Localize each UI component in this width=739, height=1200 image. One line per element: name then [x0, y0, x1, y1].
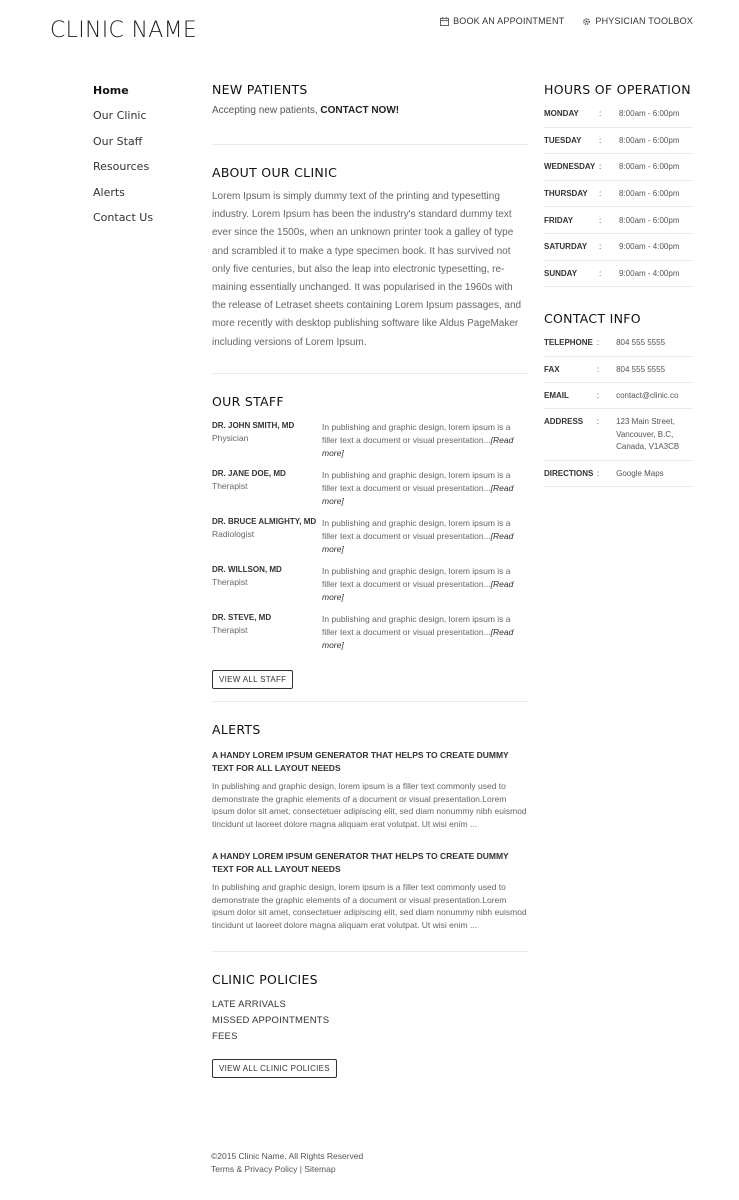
separator: :	[599, 242, 602, 252]
hours-time: 8:00am - 6:00pm	[619, 162, 680, 172]
hours-day: WEDNESDAY	[544, 162, 596, 172]
contact-row	[544, 461, 693, 487]
staff-desc: In publishing and graphic design, lorem ipsum is a filler text a document or visual presentation...	[322, 566, 511, 589]
sidebar-item-our-staff[interactable]: Our Staff	[93, 134, 143, 148]
hours-table	[544, 101, 693, 287]
new-patients-text	[212, 105, 528, 116]
separator: :	[596, 390, 600, 400]
contact-key: ADDRESS	[544, 417, 584, 427]
footer-links	[211, 1163, 363, 1176]
policies-section	[212, 952, 528, 1078]
contact-title: CONTACT INFO	[544, 311, 641, 327]
hours-row	[544, 128, 693, 155]
staff-role: Radiologist	[212, 529, 255, 539]
hours-day: MONDAY	[544, 109, 579, 119]
hours-time: 8:00am - 6:00pm	[619, 215, 680, 225]
footer-divider: |	[297, 1163, 305, 1174]
sidebar-item-resources[interactable]: Resources	[93, 160, 150, 174]
book-appointment-label: BOOK AN APPOINTMENT	[453, 16, 565, 26]
read-more-link[interactable]: [Read more]	[322, 531, 514, 554]
new-patients-title: NEW PATIENTS	[212, 82, 308, 97]
hours-time: 9:00am - 4:00pm	[619, 268, 680, 278]
staff-title: OUR STAFF	[212, 394, 284, 409]
hours-day: FRIDAY	[544, 215, 574, 225]
staff-role: Therapist	[212, 625, 248, 635]
alert-body: In publishing and graphic design, lorem ipsum is a filler text commonly used to demonstrate the graphic elements of a document or visual presentation.Lorem ipsum dolor sit amet, consectetuer adipiscing elit, sed diam nonummy nibh euismod tincidunt ut laoreet dolore magna aliquam erat volutpat. Ut wisi enim ...	[212, 882, 527, 930]
hours-row	[544, 181, 693, 208]
new-patients-intro: Accepting new patients,	[212, 105, 321, 116]
contact-row	[544, 409, 693, 460]
hours-day: SATURDAY	[544, 242, 588, 252]
separator: :	[599, 135, 602, 145]
physician-toolbox-label: PHYSICIAN TOOLBOX	[595, 16, 693, 26]
contact-key: DIRECTIONS	[544, 468, 594, 478]
separator: :	[599, 189, 602, 199]
separator: :	[599, 162, 602, 172]
google-maps-link[interactable]: Google Maps	[616, 468, 664, 478]
staff-name: DR. JANE DOE, MD	[212, 469, 286, 478]
top-nav	[440, 16, 693, 26]
staff-role: Therapist	[212, 481, 248, 491]
staff-desc: In publishing and graphic design, lorem ipsum is a filler text a document or visual presentation...	[322, 470, 511, 493]
about-body: Lorem Ipsum is simply dummy text of the printing and typesetting industry. Lorem Ipsum has been the industry's standard dummy text ever since the 1500s, when an unknown printer took a galley of type and scrambled it to make a type specimen book. It has survived not only five centuries, but also the leap into electronic typesetting, re-maining essentially unchanged. It was popularised in the 1960s with the release of Letraset sheets containing Lorem Ipsum passages, and more recently with desktop publishing software like Aldus PageMaker including versions of Lorem Ipsum.	[212, 191, 522, 348]
staff-name: DR. JOHN SMITH, MD	[212, 421, 295, 430]
staff-row	[212, 565, 528, 613]
hours-time: 8:00am - 6:00pm	[619, 135, 680, 145]
alerts-title: ALERTS	[212, 722, 261, 737]
staff-role: Physician	[212, 433, 249, 443]
email-link[interactable]: contact@clinic.co	[616, 390, 679, 400]
sidebar-item-contact-us[interactable]: Contact Us	[93, 210, 154, 224]
staff-row	[212, 469, 528, 517]
hours-time: 9:00am - 4:00pm	[619, 242, 680, 252]
staff-row	[212, 421, 528, 469]
view-all-staff-button[interactable]: VIEW ALL STAFF	[212, 670, 293, 689]
right-column	[544, 82, 693, 487]
separator: :	[596, 338, 600, 348]
fax-value: 804 555 5555	[616, 364, 666, 374]
footer	[211, 1150, 363, 1175]
sitemap-link[interactable]: Sitemap	[304, 1163, 336, 1174]
hours-row	[544, 234, 693, 261]
main-content	[212, 82, 528, 1078]
staff-name: DR. STEVE, MD	[212, 613, 272, 622]
separator: :	[596, 364, 600, 374]
hours-row	[544, 261, 693, 288]
alerts-section	[212, 702, 528, 952]
sidebar-item-our-clinic[interactable]: Our Clinic	[93, 109, 147, 123]
read-more-link[interactable]: [Read more]	[322, 627, 514, 650]
terms-privacy-link[interactable]: Terms & Privacy Policy	[211, 1163, 298, 1174]
separator: :	[599, 109, 602, 119]
about-section	[212, 145, 528, 374]
hours-time: 8:00am - 6:00pm	[619, 189, 680, 199]
read-more-link[interactable]: [Read more]	[322, 435, 514, 458]
alert-title[interactable]: A HANDY LOREM IPSUM GENERATOR THAT HELPS TO CREATE DUMMY TEXT FOR ALL LAYOUT NEEDS	[212, 750, 509, 773]
policy-fees[interactable]: FEES	[212, 1031, 238, 1042]
copyright: ©2015 Clinic Name. All Rights Reserved	[211, 1151, 364, 1161]
read-more-link[interactable]: [Read more]	[322, 579, 514, 602]
hours-day: TUESDAY	[544, 135, 582, 145]
separator: :	[599, 268, 602, 278]
contact-row	[544, 383, 693, 409]
contact-row	[544, 330, 693, 356]
staff-desc: In publishing and graphic design, lorem ipsum is a filler text a document or visual presentation...	[322, 422, 511, 445]
staff-name: DR. BRUCE ALMIGHTY, MD	[212, 517, 317, 526]
about-title: ABOUT OUR CLINIC	[212, 165, 338, 180]
sidebar-item-alerts[interactable]: Alerts	[93, 185, 125, 199]
hours-row	[544, 154, 693, 181]
separator: :	[596, 468, 600, 478]
staff-desc: In publishing and graphic design, lorem ipsum is a filler text a document or visual presentation...	[322, 614, 511, 637]
contact-key: EMAIL	[544, 390, 569, 400]
staff-role: Therapist	[212, 577, 248, 587]
hours-time: 8:00am - 6:00pm	[619, 109, 680, 119]
alert-item	[212, 850, 528, 931]
contact-row	[544, 357, 693, 383]
sidebar-item-home[interactable]: Home	[93, 84, 129, 97]
separator: :	[599, 215, 602, 225]
separator: :	[596, 417, 600, 427]
policy-missed-appointments[interactable]: MISSED APPOINTMENTS	[212, 1015, 330, 1026]
telephone-value[interactable]: 804 555 5555	[616, 338, 666, 348]
book-appointment-link[interactable]	[440, 16, 564, 26]
physician-toolbox-link[interactable]	[582, 16, 693, 26]
view-all-policies-button[interactable]: VIEW ALL CLINIC POLICIES	[212, 1059, 337, 1078]
hours-title: HOURS OF OPERATION	[544, 82, 691, 97]
staff-name: DR. WILLSON, MD	[212, 565, 282, 574]
alert-item	[212, 749, 528, 830]
gear-icon	[582, 17, 591, 26]
calendar-icon	[440, 17, 449, 26]
read-more-link[interactable]: [Read more]	[322, 483, 514, 506]
contact-key: TELEPHONE	[544, 338, 593, 348]
contact-key: FAX	[544, 364, 560, 374]
policy-late-arrivals[interactable]: LATE ARRIVALS	[212, 999, 287, 1010]
hours-day: THURSDAY	[544, 189, 588, 199]
contact-table	[544, 330, 693, 487]
new-patients-section	[212, 82, 528, 145]
staff-desc: In publishing and graphic design, lorem ipsum is a filler text a document or visual presentation...	[322, 518, 511, 541]
hours-row	[544, 207, 693, 234]
sidebar-nav	[93, 84, 193, 236]
hours-row	[544, 101, 693, 128]
staff-row	[212, 613, 528, 661]
staff-section	[212, 374, 528, 702]
staff-row	[212, 517, 528, 565]
site-logo[interactable]: CLINIC NAME	[50, 18, 198, 43]
hours-day: SUNDAY	[544, 268, 578, 278]
contact-now-link[interactable]: CONTACT NOW!	[320, 105, 400, 116]
alert-body: In publishing and graphic design, lorem ipsum is a filler text commonly used to demonstrate the graphic elements of a document or visual presentation.Lorem ipsum dolor sit amet, consectetuer adipiscing elit, sed diam nonummy nibh euismod tincidunt ut laoreet dolore magna aliquam erat volutpat. Ut wisi enim ...	[212, 781, 527, 829]
policies-title: CLINIC POLICIES	[212, 972, 318, 987]
alert-title[interactable]: A HANDY LOREM IPSUM GENERATOR THAT HELPS TO CREATE DUMMY TEXT FOR ALL LAYOUT NEEDS	[212, 851, 509, 874]
address-value: 123 Main Street, Vancouver, B.C, Canada, V1A3CB	[616, 417, 680, 452]
